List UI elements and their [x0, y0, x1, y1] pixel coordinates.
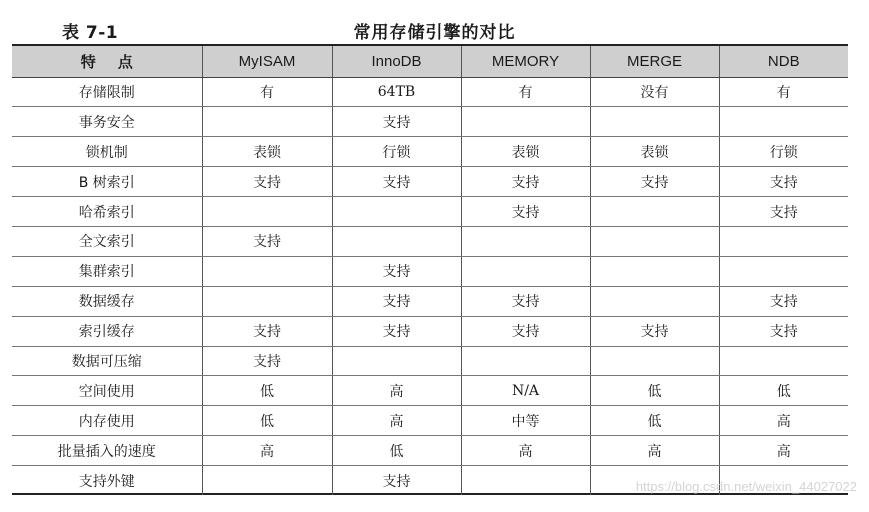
table-cell: [202, 286, 332, 316]
table-cell: 高: [332, 406, 461, 436]
table-title: 常用存储引擎的对比: [353, 23, 516, 43]
table-cell: [590, 226, 719, 256]
table-cell: [590, 286, 719, 316]
table-cell: 有: [719, 77, 848, 107]
table-cell: [461, 107, 590, 137]
table-cell: 支持: [461, 286, 590, 316]
table-row: [12, 406, 848, 436]
table-cell: 支持: [332, 256, 461, 286]
table-row: [12, 107, 848, 137]
table-cell: 低: [202, 376, 332, 406]
table-cell: 高: [332, 376, 461, 406]
table-row: [12, 256, 848, 286]
table-cell: 支持: [202, 167, 332, 197]
table-cell: 高: [719, 436, 848, 466]
table-cell: 高: [461, 436, 590, 466]
table-cell: 支持: [332, 466, 461, 496]
header-myisam: MyISAM: [202, 46, 332, 77]
row-feature: 锁机制: [12, 137, 202, 167]
header-feature: 特点: [12, 46, 202, 77]
row-feature: 空间使用: [12, 376, 202, 406]
table-cell: [590, 107, 719, 137]
table-cell: 支持: [332, 286, 461, 316]
row-feature: 哈希索引: [12, 197, 202, 227]
table-cell: [590, 256, 719, 286]
table-cell: [461, 466, 590, 496]
table-cell: 支持: [590, 167, 719, 197]
table-cell: 高: [590, 436, 719, 466]
table-cell: [202, 256, 332, 286]
table-cell: 支持: [332, 167, 461, 197]
table-cell: 中等: [461, 406, 590, 436]
table-row: [12, 226, 848, 256]
header-ndb: NDB: [719, 46, 848, 77]
table-cell: 支持: [332, 316, 461, 346]
header-innodb: InnoDB: [332, 46, 461, 77]
header-memory: MEMORY: [461, 46, 590, 77]
table-cell: [332, 226, 461, 256]
table-cell: 没有: [590, 77, 719, 107]
row-feature: 内存使用: [12, 406, 202, 436]
table-cell: 行锁: [332, 137, 461, 167]
row-feature: 存储限制: [12, 77, 202, 107]
table-row: [12, 316, 848, 346]
table-number: 表 7-1: [62, 23, 119, 43]
table-cell: 高: [202, 436, 332, 466]
table-cell: [202, 466, 332, 496]
table-cell: 支持: [202, 226, 332, 256]
table-cell: [332, 346, 461, 376]
table-row: [12, 286, 848, 316]
table-cell: 低: [590, 376, 719, 406]
table-cell: [719, 256, 848, 286]
engine-comparison-table: [12, 46, 848, 495]
row-feature: 集群索引: [12, 256, 202, 286]
table-cell: 支持: [719, 167, 848, 197]
table-cell: 低: [719, 376, 848, 406]
row-feature: 数据可压缩: [12, 346, 202, 376]
table-cell: [202, 107, 332, 137]
table-row: [12, 197, 848, 227]
table-cell: 低: [590, 406, 719, 436]
table-cell: 支持: [202, 346, 332, 376]
header-merge: MERGE: [590, 46, 719, 77]
table-row: [12, 77, 848, 107]
table-cell: 支持: [719, 197, 848, 227]
table-cell: [461, 256, 590, 286]
table-cell: 表锁: [590, 137, 719, 167]
table-cell: [590, 197, 719, 227]
row-feature: 支持外键: [12, 466, 202, 496]
table-cell: [719, 226, 848, 256]
table-cell: [202, 197, 332, 227]
row-feature: 索引缓存: [12, 316, 202, 346]
row-feature: 全文索引: [12, 226, 202, 256]
table-cell: N/A: [461, 376, 590, 406]
table-cell: 表锁: [202, 137, 332, 167]
table-cell: 高: [719, 406, 848, 436]
header-row: [12, 46, 848, 77]
table-cell: [461, 346, 590, 376]
table-cell: 支持: [719, 286, 848, 316]
table-cell: 支持: [719, 316, 848, 346]
table-cell: 支持: [202, 316, 332, 346]
table-cell: 低: [202, 406, 332, 436]
table-cell: 有: [461, 77, 590, 107]
row-feature: 数据缓存: [12, 286, 202, 316]
table-cell: [332, 197, 461, 227]
table-row: [12, 137, 848, 167]
table-cell: 支持: [461, 197, 590, 227]
table-cell: [719, 107, 848, 137]
table-row: [12, 436, 848, 466]
table-cell: 表锁: [461, 137, 590, 167]
row-feature: 批量插入的速度: [12, 436, 202, 466]
table-row: [12, 167, 848, 197]
table-cell: 64TB: [332, 77, 461, 107]
table-cell: 支持: [461, 167, 590, 197]
table-row: [12, 376, 848, 406]
table-cell: 支持: [332, 107, 461, 137]
table-cell: 有: [202, 77, 332, 107]
table-cell: 行锁: [719, 137, 848, 167]
table-cell: 支持: [590, 316, 719, 346]
table-cell: [719, 346, 848, 376]
watermark: https://blog.csdn.net/weixin_44027022: [635, 479, 857, 494]
table-cell: [461, 226, 590, 256]
table-cell: 低: [332, 436, 461, 466]
table-cell: [590, 346, 719, 376]
row-feature: 事务安全: [12, 107, 202, 137]
engine-comparison-table-wrap: [12, 44, 848, 495]
row-feature: B 树索引: [12, 167, 202, 197]
table-row: [12, 346, 848, 376]
table-cell: 支持: [461, 316, 590, 346]
